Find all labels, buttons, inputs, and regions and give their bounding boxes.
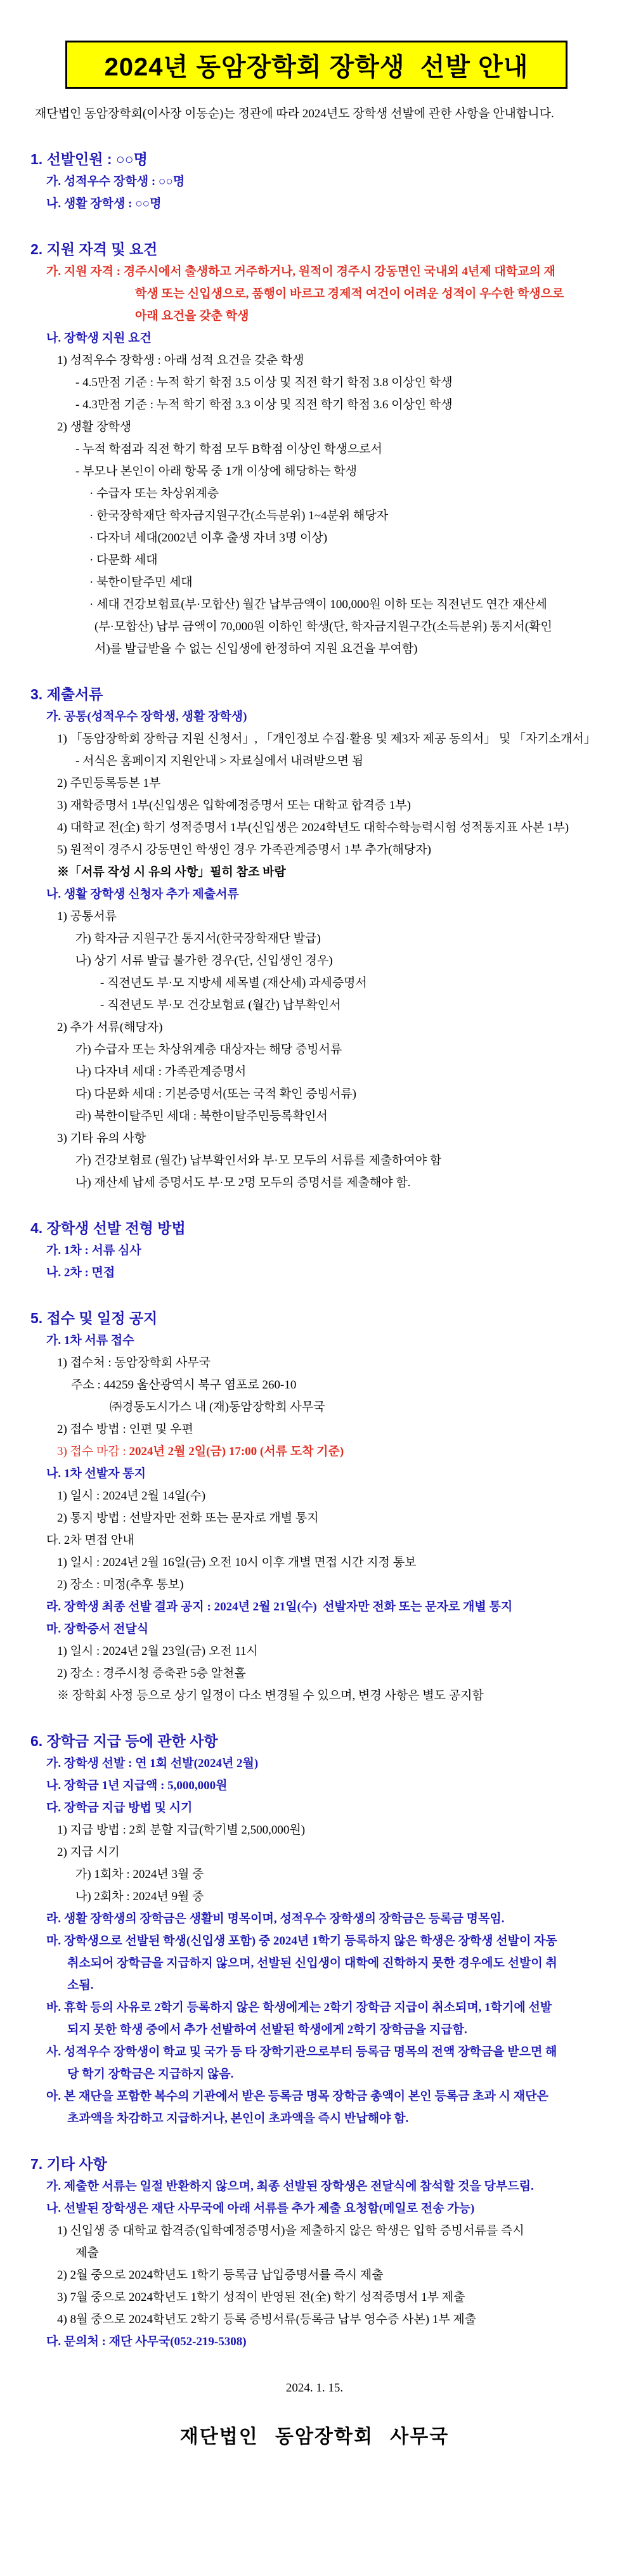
doc-line-text: 당 학기 장학금은 지급하지 않음. — [67, 2068, 234, 2081]
doc-line-text: 1) 신입생 중 대학교 합격증(입학예정증명서)을 제출하지 않은 학생은 입학 증빙서류를 즉시 — [57, 2224, 524, 2237]
doc-line-text: 2) 지급 시기 — [57, 1846, 120, 1859]
doc-line — [0, 394, 629, 416]
doc-line-text: 1) 일시 : 2024년 2월 23일(금) 오전 11시 — [57, 1645, 258, 1658]
doc-line — [0, 283, 629, 305]
doc-line — [0, 193, 629, 215]
doc-line — [0, 1551, 629, 1574]
doc-line-text: 마. 장학생으로 선발된 학생(신입생 포함) 중 2024년 1학기 등록하지 않은 학생은 장학생 선발이 자동 — [46, 1934, 557, 1948]
doc-line-text: · 다자녀 세대(2002년 이후 출생 자녀 3명 이상) — [89, 531, 328, 545]
doc-line — [0, 1016, 629, 1039]
doc-line — [0, 1440, 629, 1463]
doc-line — [0, 2264, 629, 2286]
doc-line — [0, 1039, 629, 1061]
doc-line-text: 2) 접수 방법 : 인편 및 우편 — [57, 1423, 193, 1436]
doc-line-text: 나. 1차 선발자 통지 — [46, 1467, 146, 1480]
doc-line-text: 6. 장학금 지급 등에 관한 사항 — [30, 1733, 218, 1749]
doc-line-text: - 서식은 홈페이지 지원안내 > 자료실에서 내려받으면 됨 — [75, 754, 364, 768]
doc-line — [0, 1974, 629, 1997]
doc-line — [0, 950, 629, 972]
doc-line-text: 아래 요건을 갖춘 학생 — [135, 309, 249, 323]
doc-line — [0, 1463, 629, 1485]
doc-line — [0, 261, 629, 283]
doc-line — [0, 1127, 629, 1149]
doc-line-text: 소됨. — [67, 1979, 94, 1992]
doc-line-text: - 누적 학점과 직전 학기 학점 모두 B학점 이상인 학생으로서 — [75, 443, 382, 456]
doc-line — [0, 1863, 629, 1886]
doc-line-text: 2) 장소 : 미정(추후 통보) — [57, 1578, 184, 1591]
doc-line-text: 1) 지급 방법 : 2회 분할 지급(학기별 2,500,000원) — [57, 1823, 306, 1837]
doc-line — [0, 638, 629, 660]
doc-line-text: 라) 북한이탈주민 세대 : 북한이탈주민등록확인서 — [75, 1110, 328, 1123]
doc-line — [0, 2331, 629, 2353]
doc-line — [0, 1886, 629, 1908]
doc-line-text: 3) 기타 유의 사항 — [57, 1132, 146, 1145]
doc-line-text: 가. 1차 : 서류 심사 — [46, 1244, 141, 1257]
doc-line-text: 가) 1회차 : 2024년 3월 중 — [75, 1868, 204, 1881]
doc-line-text: 1) 접수처 : 동암장학회 사무국 — [57, 1356, 211, 1369]
section-heading — [0, 148, 629, 171]
doc-line — [0, 2286, 629, 2308]
doc-line — [0, 571, 629, 593]
doc-line — [0, 883, 629, 905]
doc-line-text: 4) 대학교 전(全) 학기 성적증명서 1부(신입생은 2024학년도 대학수학능력시험 성적통지표 사본 1부) — [57, 821, 569, 834]
doc-line — [0, 1485, 629, 1507]
doc-line-text: 바. 휴학 등의 사유로 2학기 등록하지 않은 학생에게는 2학기 장학금 지급이 취소되며, 1학기에 선발 — [46, 2001, 552, 2014]
doc-line — [0, 1841, 629, 1863]
doc-line — [0, 1775, 629, 1797]
doc-line-text: 1) 공통서류 — [57, 910, 117, 923]
doc-line-text: 가) 건강보험료 (월간) 납부확인서와 부·모 모두의 서류를 제출하여야 함 — [75, 1154, 442, 1167]
doc-line-text: 가. 성적우수 장학생 : ○○명 — [46, 175, 185, 188]
doc-line — [0, 438, 629, 460]
doc-line-text: - 4.3만점 기준 : 누적 학기 학점 3.3 이상 및 직전 학기 학점 3.6 이상인 학생 — [75, 398, 453, 411]
doc-line-text: 학생 또는 신입생으로, 품행이 바르고 경제적 여건이 어려운 성적이 우수한 학생으로 — [135, 287, 564, 301]
section-heading — [0, 1217, 629, 1239]
doc-line — [0, 728, 629, 750]
doc-line — [0, 839, 629, 861]
doc-line — [0, 1507, 629, 1529]
doc-line — [0, 2085, 629, 2107]
doc-line-text: 가. 1차 서류 접수 — [46, 1334, 134, 1347]
doc-line-text: 가. 지원 자격 : 경주시에서 출생하고 거주하거나, 원적이 경주시 강동면인 국내외 4년제 대학교의 재 — [46, 265, 555, 278]
doc-line — [0, 750, 629, 772]
doc-line — [0, 171, 629, 193]
page-title: 2024년 동암장학회 장학생 선발 안내 — [104, 53, 529, 81]
section-heading — [0, 2152, 629, 2175]
doc-line — [0, 1930, 629, 1952]
doc-line-text: ※「서류 작성 시 유의 사항」필히 참조 바람 — [57, 865, 286, 879]
doc-line — [0, 416, 629, 438]
doc-line — [0, 1797, 629, 1819]
doc-line-text: 3) 재학증명서 1부(신입생은 입학예정증명서 또는 대학교 합격증 1부) — [57, 799, 411, 812]
doc-line — [0, 1262, 629, 1284]
doc-line-text: 가) 수급자 또는 차상위계층 대상자는 해당 증빙서류 — [75, 1043, 342, 1056]
doc-line-text: ㈜경동도시가스 내 (재)동암장학회 사무국 — [110, 1401, 325, 1414]
doc-line-text: 4. 장학생 선발 전형 방법 — [30, 1220, 186, 1236]
doc-line-text: 초과액을 차감하고 지급하거나, 본인이 초과액을 즉시 반납해야 함. — [67, 2112, 409, 2125]
section-heading — [0, 683, 629, 706]
doc-line-text: 라. 생활 장학생의 장학금은 생활비 명목이며, 성적우수 장학생의 장학금은 등록금 명목임. — [46, 1912, 505, 1926]
doc-line-text: · 북한이탈주민 세대 — [89, 576, 193, 589]
doc-line-text: 사. 성적우수 장학생이 학교 및 국가 등 타 장학기관으로부터 등록금 명목의 전액 장학금을 받으면 해 — [46, 2045, 557, 2059]
doc-line-text: 다. 2차 면접 안내 — [46, 1534, 134, 1547]
doc-line — [0, 460, 629, 482]
doc-line-text: 서)를 발급받을 수 없는 신입생에 한정하여 지원 요건을 부여함) — [94, 642, 418, 656]
doc-line-text: 아. 본 재단을 포함한 복수의 기관에서 받은 등록금 명목 장학금 총액이 본인 등록금 초과 시 재단은 — [46, 2090, 548, 2103]
doc-line-text: 7. 기타 사항 — [30, 2156, 107, 2172]
doc-line — [0, 349, 629, 372]
doc-line-text: 3. 제출서류 — [30, 686, 103, 702]
intro-text: 재단법인 동암장학회(이사장 이동순)는 정관에 따라 2024년도 장학생 선발에 관한 사항을 안내합니다. — [35, 107, 554, 120]
doc-line — [0, 1352, 629, 1374]
doc-line — [0, 1330, 629, 1352]
doc-line-text: 나) 다자녀 세대 : 가족관계증명서 — [75, 1065, 247, 1078]
doc-line-text: 라. 장학생 최종 선발 결과 공지 : 2024년 2월 21일(수) 선발자만 전화 또는 문자로 개별 통지 — [46, 1600, 513, 1614]
doc-line — [0, 1083, 629, 1105]
doc-line-text: 2) 추가 서류(해당자) — [57, 1021, 163, 1034]
doc-line — [0, 2220, 629, 2242]
doc-line — [0, 2107, 629, 2130]
doc-line-text: 되지 못한 학생 중에서 추가 선발하여 선발된 학생에게 2학기 장학금을 지급함. — [67, 2023, 467, 2036]
doc-line-text: 2) 통지 방법 : 선발자만 전화 또는 문자로 개별 통지 — [57, 1511, 319, 1525]
doc-line-text: 5) 원적이 경주시 강동면인 학생인 경우 가족관계증명서 1부 추가(해당자) — [57, 843, 431, 857]
doc-line — [0, 1239, 629, 1262]
doc-line-text: 4) 8월 중으로 2024학년도 2학기 등록 증빙서류(등록금 납부 영수증 사본) 1부 제출 — [57, 2313, 477, 2326]
doc-line — [0, 1685, 629, 1707]
doc-line — [0, 1952, 629, 1974]
doc-line — [0, 905, 629, 928]
doc-line — [0, 2242, 629, 2264]
doc-line — [0, 1529, 629, 1551]
doc-line-text: · 세대 건강보험료(부·모합산) 월간 납부금액이 100,000원 이하 또는 직전년도 연간 재산세 — [89, 598, 547, 611]
doc-line-text: 2) 주민등록등본 1부 — [57, 777, 161, 790]
doc-line-text: 가. 장학생 선발 : 연 1회 선발(2024년 2월) — [46, 1757, 259, 1770]
doc-line — [0, 1418, 629, 1440]
doc-line — [0, 372, 629, 394]
doc-line-text: 다) 다문화 세대 : 기본증명서(또는 국적 확인 증빙서류) — [75, 1087, 356, 1101]
doc-line-text: 나) 2회차 : 2024년 9월 중 — [75, 1890, 204, 1903]
doc-line-text: 1. 선발인원 : ○○명 — [30, 151, 148, 167]
doc-line-text: 제출 — [75, 2246, 99, 2260]
doc-line — [0, 1908, 629, 1930]
doc-line-text: 1) 일시 : 2024년 2월 16일(금) 오전 10시 이후 개별 면접 시간 지정 통보 — [57, 1556, 417, 1569]
doc-line — [0, 505, 629, 527]
doc-line-text: ※ 장학회 사정 등으로 상기 일정이 다소 변경될 수 있으며, 변경 사항은 별도 공지함 — [57, 1689, 484, 1702]
doc-line-text: · 다문화 세대 — [89, 553, 158, 567]
doc-line-text: 주소 : 44259 울산광역시 북구 염포로 260-10 — [71, 1378, 297, 1392]
doc-line — [0, 817, 629, 839]
doc-line — [0, 327, 629, 349]
doc-line-text: · 수급자 또는 차상위계층 — [89, 487, 219, 500]
doc-line — [0, 1396, 629, 1418]
document-body — [0, 148, 629, 2353]
doc-line-text: 가) 학자금 지원구간 통지서(한국장학재단 발급) — [75, 932, 321, 945]
doc-line — [0, 994, 629, 1016]
doc-line — [0, 1662, 629, 1685]
section-heading — [0, 1730, 629, 1752]
doc-line — [0, 2063, 629, 2085]
doc-line-text: - 부모나 본인이 아래 항목 중 1개 이상에 해당하는 학생 — [75, 465, 358, 478]
doc-line-text: 나) 재산세 납세 증명서도 부·모 2명 모두의 증명서를 제출해야 함. — [75, 1176, 411, 1189]
section-heading — [0, 1307, 629, 1330]
doc-line — [0, 1149, 629, 1172]
doc-line-text: 다. 장학금 지급 방법 및 시기 — [46, 1801, 193, 1815]
doc-line — [0, 772, 629, 794]
doc-line-text: 2) 생활 장학생 — [57, 420, 132, 434]
doc-line — [0, 706, 629, 728]
doc-line — [0, 616, 629, 638]
doc-line-text: - 4.5만점 기준 : 누적 학기 학점 3.5 이상 및 직전 학기 학점 3.8 이상인 학생 — [75, 376, 453, 389]
doc-line — [0, 1618, 629, 1640]
doc-line — [0, 2175, 629, 2197]
title-banner — [65, 41, 567, 89]
doc-line — [0, 2197, 629, 2220]
doc-line — [0, 1172, 629, 1194]
doc-line — [0, 1061, 629, 1083]
doc-line — [0, 2019, 629, 2041]
doc-line-text: 1) 「동암장학회 장학금 지원 신청서」, 「개인정보 수집·활용 및 제3자 제공 동의서」 및 「자기소개서」 — [57, 732, 596, 746]
doc-line-text: 마. 장학증서 전달식 — [46, 1622, 149, 1636]
doc-line — [0, 1752, 629, 1775]
doc-line — [0, 549, 629, 571]
doc-line-text: 다. 문의처 : 재단 사무국(052-219-5308) — [46, 2335, 247, 2348]
doc-line-text: 취소되어 장학금을 지급하지 않으며, 선발된 신입생이 대학에 진학하지 못한 경우에도 선발이 취 — [67, 1957, 557, 1970]
doc-line — [0, 1819, 629, 1841]
doc-line-text: 가. 공통(성적우수 장학생, 생활 장학생) — [46, 710, 247, 723]
section-heading — [0, 238, 629, 261]
doc-line — [0, 1640, 629, 1662]
doc-line-text: 나. 생활 장학생 신청자 추가 제출서류 — [46, 888, 239, 901]
doc-line-text: 5. 접수 및 일정 공지 — [30, 1310, 158, 1326]
doc-line — [0, 2308, 629, 2331]
doc-line-text: 나. 2차 : 면접 — [46, 1266, 115, 1279]
doc-line — [0, 482, 629, 505]
doc-line-text: 나) 상기 서류 발급 불가한 경우(단, 신입생인 경우) — [75, 954, 333, 968]
footer-date: 2024. 1. 15. — [285, 2381, 344, 2395]
doc-line — [0, 1574, 629, 1596]
doc-line-text: 2) 장소 : 경주시청 증축관 5층 알천홀 — [57, 1667, 246, 1680]
doc-line — [0, 1997, 629, 2019]
doc-line — [0, 972, 629, 994]
doc-line-text: 가. 제출한 서류는 일절 반환하지 않으며, 최종 선발된 장학생은 전달식에 참석할 것을 당부드림. — [46, 2180, 534, 2193]
doc-line-text: - 직전년도 부·모 지방세 세목별 (재산세) 과세증명서 — [100, 976, 367, 990]
doc-line — [0, 794, 629, 817]
doc-line — [0, 1596, 629, 1618]
doc-line-text: 나. 장학생 지원 요건 — [46, 332, 152, 345]
doc-line — [0, 861, 629, 883]
doc-line-text: 2. 지원 자격 및 요건 — [30, 241, 158, 257]
doc-line-text: - 직전년도 부·모 건강보험료 (월간) 납부확인서 — [100, 999, 341, 1012]
footer-org: 재단법인 동암장학회 사무국 — [179, 2426, 450, 2447]
doc-line-text: 3) 접수 마감 : — [57, 1445, 129, 1458]
doc-line — [0, 593, 629, 616]
doc-line-text: 1) 일시 : 2024년 2월 14일(수) — [57, 1489, 206, 1503]
doc-line — [0, 527, 629, 549]
doc-line — [0, 928, 629, 950]
doc-line — [0, 1105, 629, 1127]
doc-line-text: 나. 장학금 1년 지급액 : 5,000,000원 — [46, 1779, 228, 1792]
doc-line-text: (부·모합산) 납부 금액이 70,000원 이하인 학생(단, 학자금지원구간(소득분위) 통지서(확인 — [94, 620, 552, 633]
doc-line-text: 나. 생활 장학생 : ○○명 — [46, 197, 162, 210]
doc-line-text-emphasis: 2024년 2월 2일(금) 17:00 (서류 도착 기준) — [129, 1445, 344, 1458]
doc-line-text: 2) 2월 중으로 2024학년도 1학기 등록금 납입증명서를 즉시 제출 — [57, 2269, 384, 2282]
doc-line — [0, 1374, 629, 1396]
doc-line-text: 3) 7월 중으로 2024학년도 1학기 성적이 반영된 전(全) 학기 성적증명서 1부 제출 — [57, 2291, 465, 2304]
doc-line — [0, 2041, 629, 2063]
doc-line-text: · 한국장학재단 학자금지원구간(소득분위) 1~4분위 해당자 — [89, 509, 389, 522]
doc-line — [0, 305, 629, 327]
doc-line-text: 1) 성적우수 장학생 : 아래 성적 요건을 갖춘 학생 — [57, 354, 304, 367]
doc-line-text: 나. 선발된 장학생은 재단 사무국에 아래 서류를 추가 제출 요청함(메일로 전송 가능) — [46, 2202, 475, 2215]
